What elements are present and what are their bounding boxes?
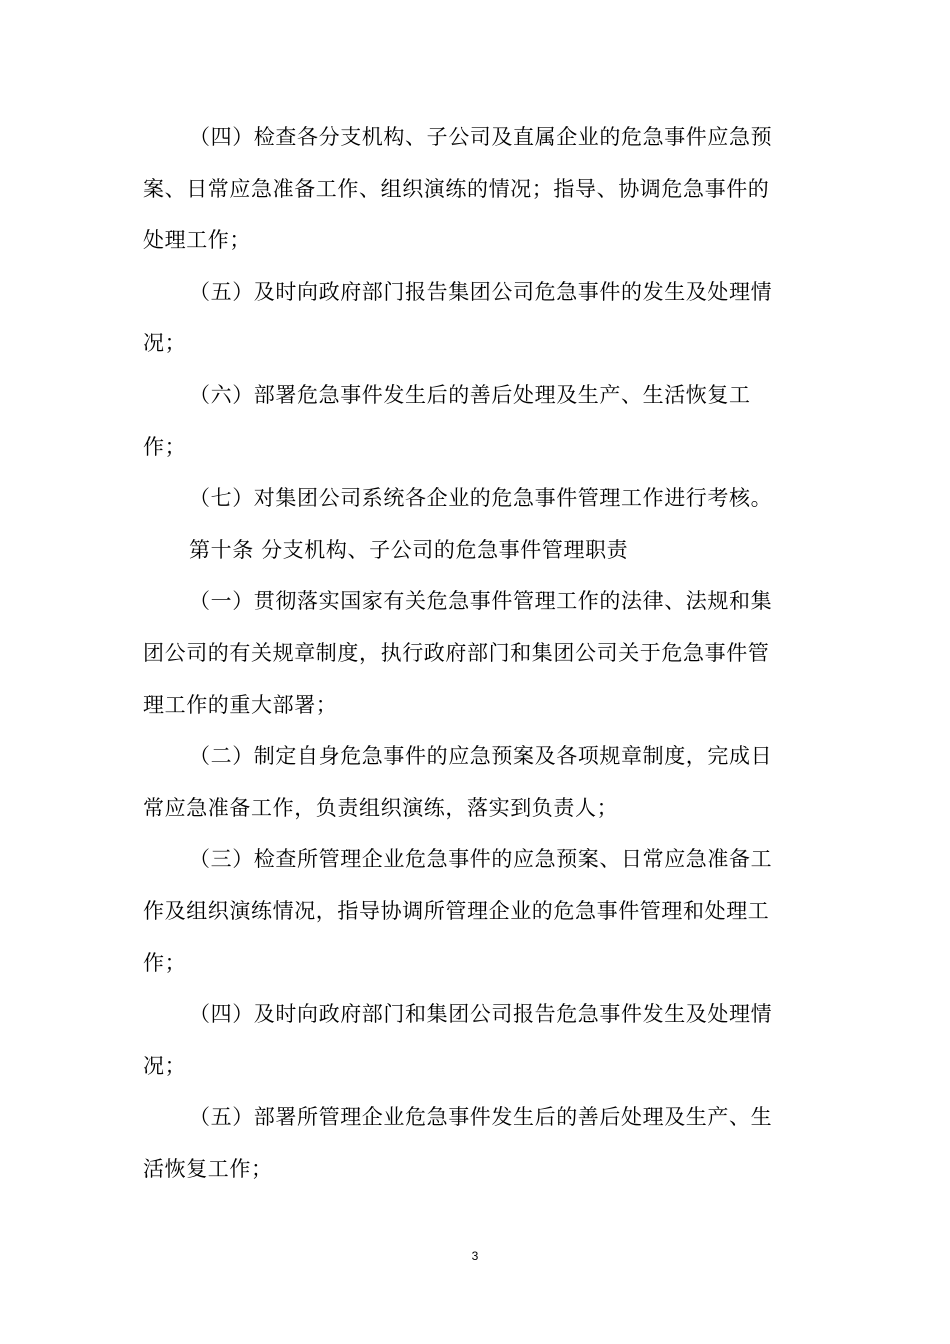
text-line: 况； bbox=[143, 331, 187, 356]
text-line: （四）检查各分支机构、子公司及直属企业的危急事件应急预 bbox=[189, 125, 773, 149]
document-body bbox=[143, 112, 795, 1195]
text-line: 团公司的有关规章制度，执行政府部门和集团公司关于危急事件管 bbox=[143, 640, 770, 665]
text-line: 活恢复工作； bbox=[143, 1156, 273, 1181]
text-line: 况； bbox=[143, 1053, 187, 1078]
text-line: 理工作的重大部署； bbox=[143, 692, 338, 717]
text-line: 常应急准备工作，负责组织演练，落实到负责人； bbox=[143, 795, 619, 820]
paragraph-item-7-assessment bbox=[143, 473, 795, 525]
paragraph-item-6-aftermath-recovery bbox=[143, 370, 795, 473]
text-line: （六）部署危急事件发生后的善后处理及生产、生活恢复工 bbox=[189, 382, 751, 407]
text-line: 第十条 分支机构、子公司的危急事件管理职责 bbox=[189, 537, 629, 562]
text-line: （四）及时向政府部门和集团公司报告危急事件发生及处理情 bbox=[189, 1002, 773, 1027]
text-line: （五）部署所管理企业危急事件发生后的善后处理及生产、生 bbox=[189, 1105, 773, 1130]
text-line: 作及组织演练情况，指导协调所管理企业的危急事件管理和处理工 bbox=[143, 898, 770, 923]
paragraph-item-4-check-plans bbox=[143, 112, 795, 267]
article-10-heading bbox=[143, 525, 795, 577]
text-line: 作； bbox=[143, 950, 187, 975]
text-line: （一）贯彻落实国家有关危急事件管理工作的法律、法规和集 bbox=[189, 589, 773, 614]
text-line: （二）制定自身危急事件的应急预案及各项规章制度，完成日 bbox=[189, 744, 773, 769]
text-line: （七）对集团公司系统各企业的危急事件管理工作进行考核。 bbox=[189, 486, 773, 511]
paragraph-item-3-inspect-enterprises bbox=[143, 834, 795, 989]
text-line: 案、日常应急准备工作、组织演练的情况；指导、协调危急事件的 bbox=[143, 176, 770, 201]
paragraph-item-5-deploy-recovery bbox=[143, 1092, 795, 1195]
paragraph-item-2-formulate-plans bbox=[143, 731, 795, 834]
text-line: （三）检查所管理企业危急事件的应急预案、日常应急准备工 bbox=[189, 847, 773, 872]
text-line: 作； bbox=[143, 434, 187, 459]
paragraph-item-1-implement-laws bbox=[143, 576, 795, 731]
text-line: （五）及时向政府部门报告集团公司危急事件的发生及处理情 bbox=[189, 279, 773, 304]
paragraph-item-4-report-events bbox=[143, 989, 795, 1092]
text-line: 处理工作； bbox=[143, 228, 251, 253]
page-number: 3 bbox=[471, 1249, 479, 1263]
paragraph-item-5-report-government bbox=[143, 267, 795, 370]
